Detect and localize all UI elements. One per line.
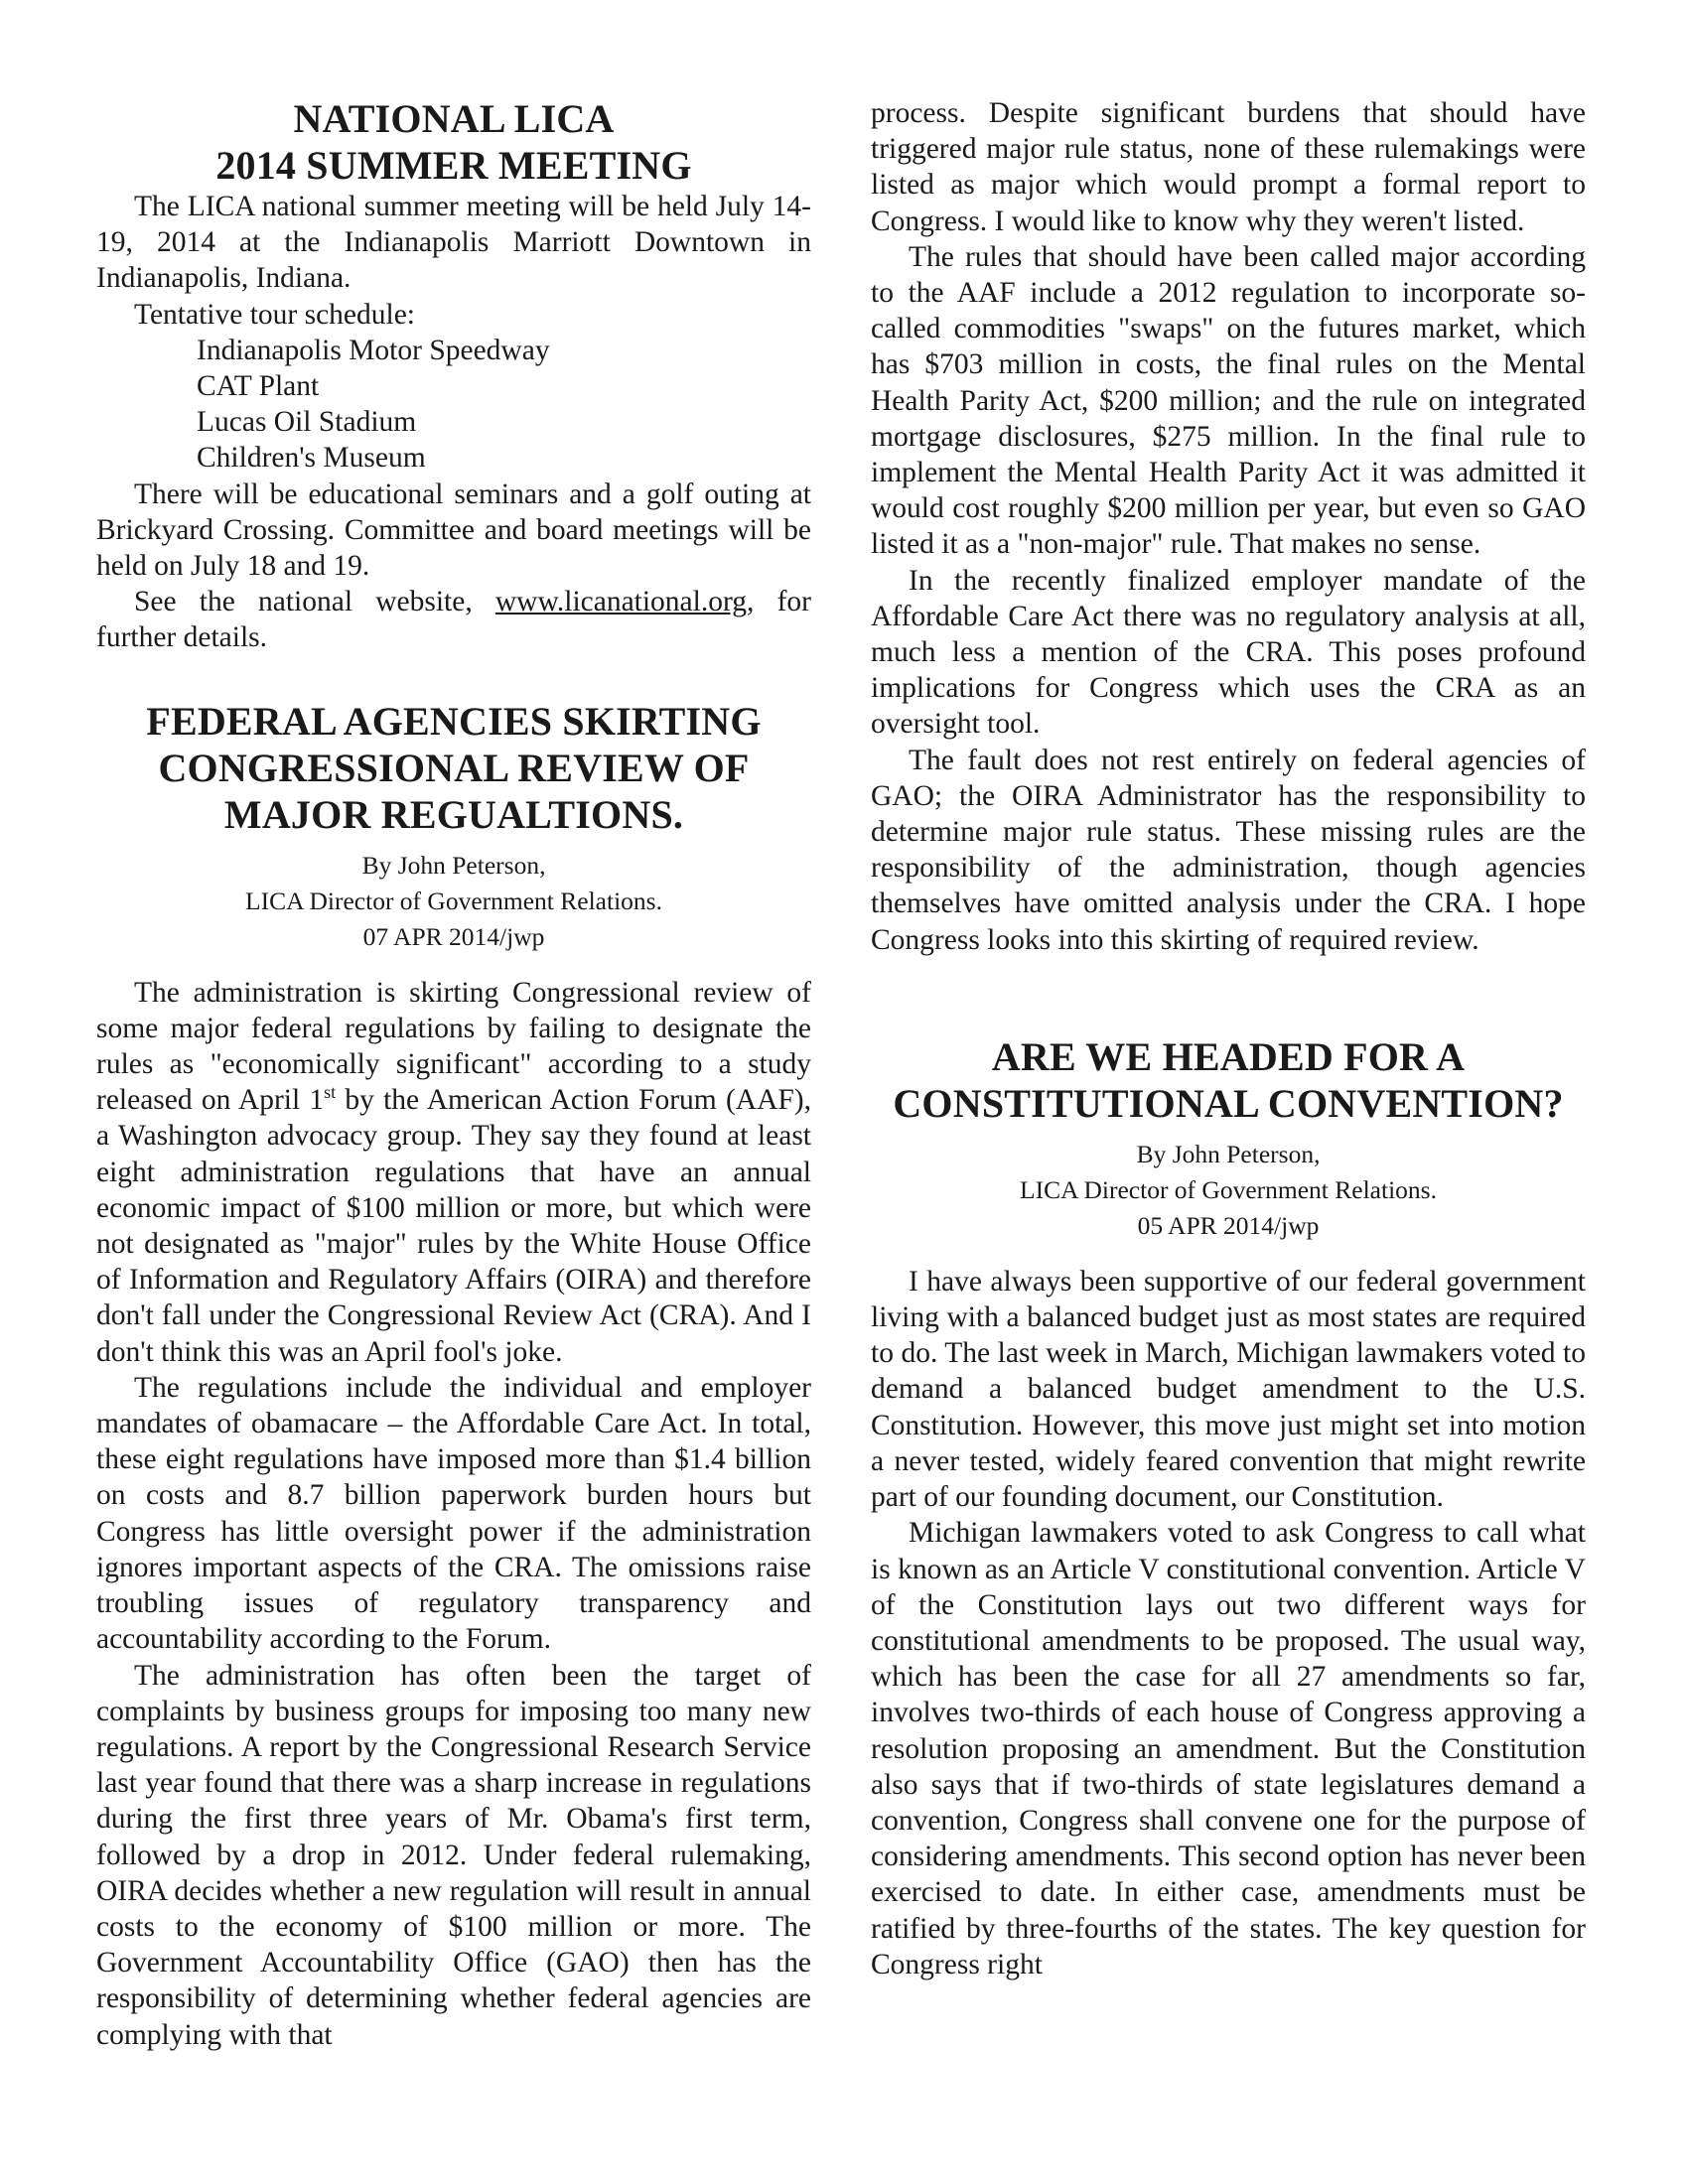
- article-paragraph: The rules that should have been called major according to the AAF include a 2012 regulation to incorporate so-called commodities "swaps" on the futures market, which has $703 million in costs, the final rules on the Mental Health Parity Act, $200 million; and the rule on integrated mortgage disclosures, $275 million. In the final rule to implement the Mental Health Parity Act it was admitted it would cost roughly $200 million per year, but even so GAO listed it as a "non-major" rule. That makes no sense.: [871, 240, 1586, 561]
- article-paragraph: In the recently finalized employer mandate of the Affordable Care Act there was no regulatory analysis at all, much less a mention of the CRA. This poses profound implications for Congress which uses the CRA as an oversight tool.: [871, 564, 1586, 741]
- paragraph-text: by the American Action Forum (AAF), a Washington advocacy group. They say they found at least eight administration regulations that have an annual economic impact of $100 million or more, but which were not designated as "major" rules by the White House Office of Information and Regulatory Affairs (OIRA) and therefore don't fall under the Congressional Review Act (CRA). And I don't think this was an April fool's joke.: [96, 1084, 811, 1368]
- summer-meeting-title: [96, 95, 811, 189]
- byline-role: LICA Director of Government Relations.: [1020, 1174, 1437, 1204]
- article-paragraph: The regulations include the individual and employer mandates of obamacare – the Affordable Care Act. In total, these eight regulations have imposed more than $1.4 billion on costs and 8.7 billion paperwork burden hours but Congress has little oversight power if the administration ignores important aspects of the CRA. The omissions raise troubling issues of regulatory transparency and accountability according to the Forum.: [96, 1371, 811, 1656]
- byline-date: 07 APR 2014/jwp: [362, 921, 545, 951]
- meeting-seminars: There will be educational seminars and a golf outing at Brickyard Crossing. Committee and board meetings will be held on July 18 and 19.: [96, 478, 811, 583]
- left-column: [96, 95, 811, 2053]
- article-paragraph: Michigan lawmakers voted to ask Congress to call what is known as an Article V constitutional convention. Article V of the Constitution lays out two different ways for constitutional amendments to be proposed. The usual way, which has been the case for all 27 amendments so far, involves two-thirds of each house of Congress approving a resolution proposing an amendment. But the Constitution also says that if two-thirds of state legislatures demand a convention, Congress shall convene one for the purpose of considering amendments. This second option has never been exercised to date. In either case, amendments must be ratified by three-fourths of the states. The key question for Congress right: [871, 1517, 1586, 1980]
- right-column: [871, 95, 1586, 1982]
- title-line: ARE WE HEADED FOR A: [991, 1033, 1466, 1079]
- summer-meeting-article: [96, 95, 811, 656]
- paragraph-text: The administration is skirting Congressional review of some major federal regulations by failing to designate the rules as "economically significant" according to a study released on April 1: [96, 976, 811, 1117]
- tour-item: Indianapolis Motor Speedway: [197, 334, 550, 366]
- title-line: CONSTITUTIONAL CONVENTION?: [893, 1080, 1564, 1126]
- federal-agencies-article: [96, 698, 811, 2053]
- article-paragraph: process. Despite significant burdens that should have triggered major rule status, none of these rulemakings were listed as major which would prompt a formal report to Congress. I would like to know why they weren't listed.: [871, 97, 1586, 237]
- website-link[interactable]: www.licanational.org: [494, 586, 748, 618]
- meeting-website: [96, 584, 811, 655]
- title-line: FEDERAL AGENCIES SKIRTING: [146, 698, 762, 744]
- byline-author: By John Peterson,: [361, 850, 546, 880]
- convention-article: [871, 1033, 1586, 1982]
- tour-label: Tentative tour schedule:: [134, 298, 416, 331]
- byline-role: LICA Director of Government Relations.: [245, 886, 662, 915]
- tour-list: [96, 333, 811, 477]
- article-paragraph: I have always been supportive of our federal government living with a balanced budget just as most states are required to do. The last week in March, Michigan lawmakers voted to demand a balanced budget amendment to the U.S. Constitution. However, this move just might set into motion a never tested, widely feared convention that might rewrite part of our founding document, our Constitution.: [871, 1265, 1586, 1514]
- ordinal-suffix: st: [324, 1082, 337, 1103]
- federal-agencies-title: [96, 698, 811, 838]
- byline: [96, 848, 811, 955]
- federal-agencies-continued: [871, 95, 1586, 958]
- meeting-intro: The LICA national summer meeting will be held July 14-19, 2014 at the Indianapolis Marriott Downtown in Indianapolis, Indiana.: [96, 191, 811, 295]
- byline-author: By John Peterson,: [1136, 1139, 1321, 1168]
- website-text-after: , for further details.: [96, 586, 811, 654]
- title-line: CONGRESSIONAL REVIEW OF: [158, 745, 750, 790]
- byline-date: 05 APR 2014/jwp: [1137, 1210, 1320, 1240]
- convention-title: [871, 1033, 1586, 1127]
- tour-item: Lucas Oil Stadium: [197, 406, 417, 439]
- tour-item: Children's Museum: [197, 442, 426, 475]
- title-line: NATIONAL LICA: [293, 96, 615, 141]
- website-text-before: See the national website,: [134, 586, 495, 618]
- byline: [871, 1137, 1586, 1244]
- title-line: 2014 SUMMER MEETING: [215, 143, 692, 188]
- tour-item: CAT Plant: [197, 370, 320, 403]
- article-paragraph: The fault does not rest entirely on federal agencies of GAO; the OIRA Administrator has the responsibility to determine major rule status. These missing rules are the responsibility of the administration, though agencies themselves have omitted analysis under the CRA. I hope Congress looks into this skirting of required review.: [871, 744, 1586, 956]
- title-line: MAJOR REGUALTIONS.: [223, 791, 684, 837]
- article-paragraph: The administration has often been the target of complaints by business groups for imposing too many new regulations. A report by the Congressional Research Service last year found that there was a sharp increase in regulations during the first three years of Mr. Obama's first term, followed by a drop in 2012. Under federal rulemaking, OIRA decides whether a new regulation will result in annual costs to the economy of $100 million or more. The Government Accountability Office (GAO) then has the responsibility of determining whether federal agencies are complying with that: [96, 1659, 811, 2051]
- article-paragraph: [96, 975, 811, 1370]
